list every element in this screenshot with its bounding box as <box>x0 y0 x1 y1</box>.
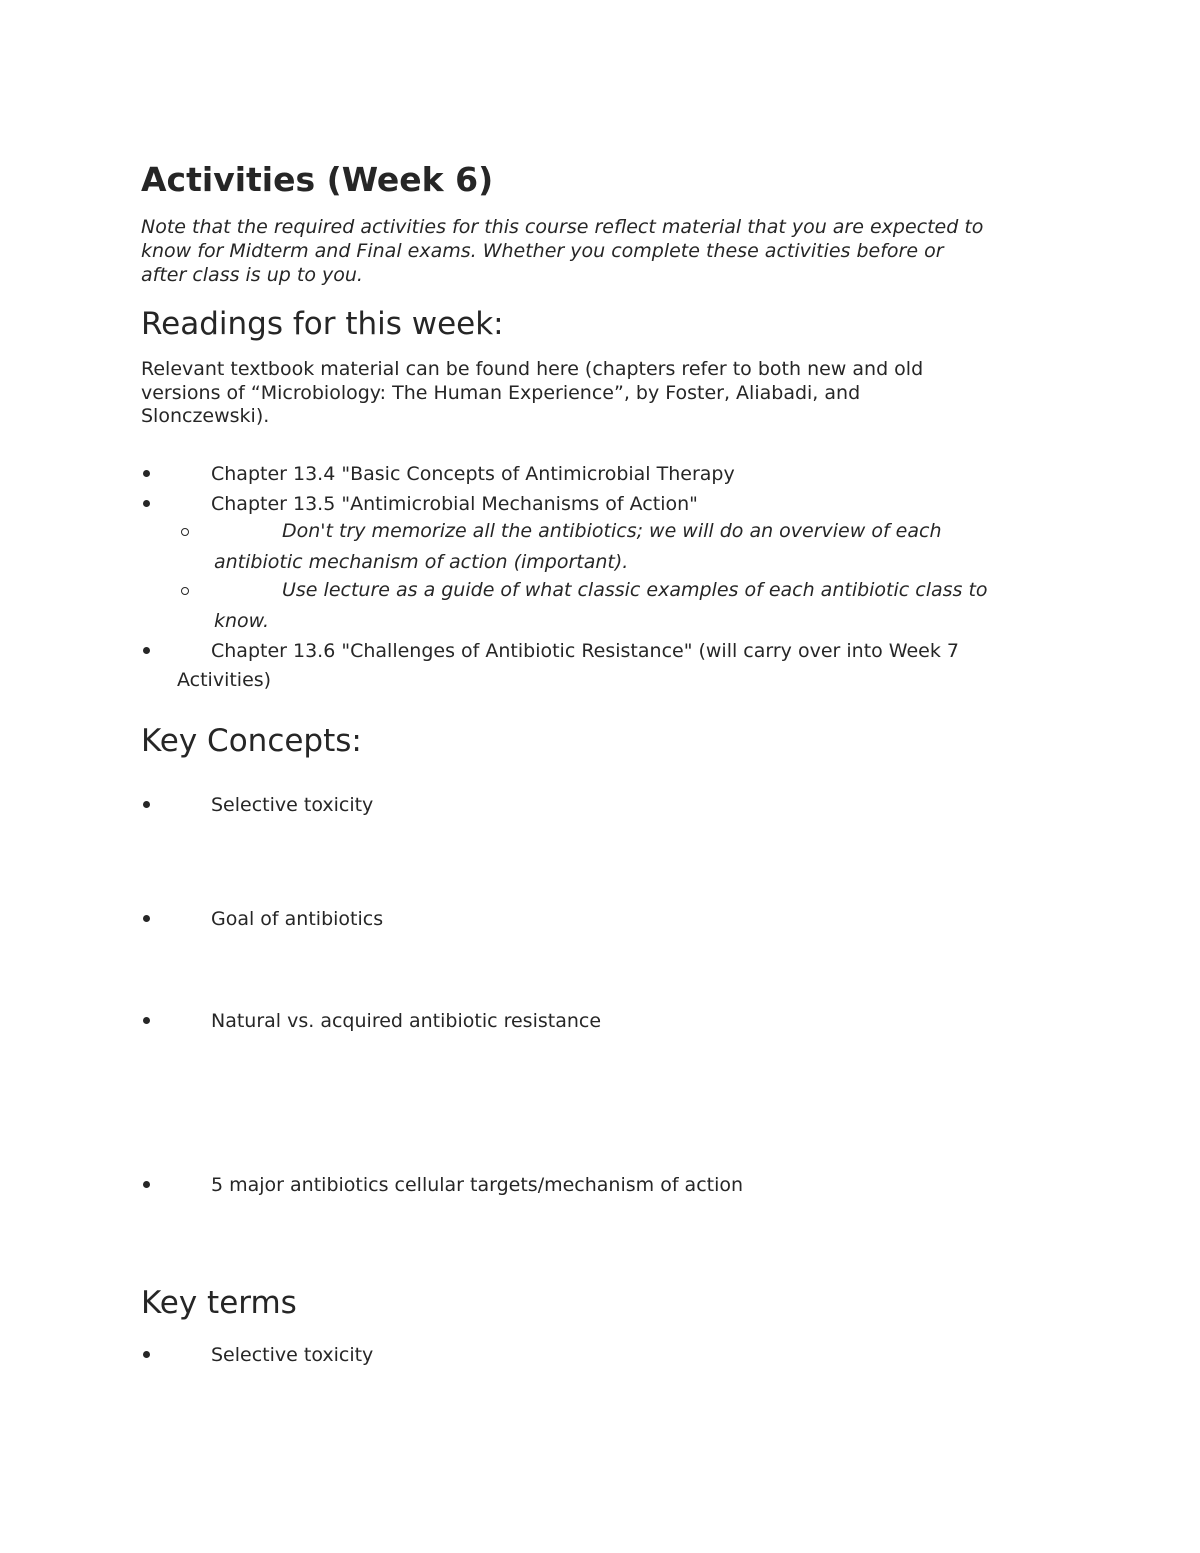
key-concepts-heading: Key Concepts: <box>141 723 362 759</box>
intro-note <box>141 215 983 287</box>
intro-line: Note that the required activities for this course reflect material that you are expected to <box>141 216 984 238</box>
bullet-icon <box>143 1351 150 1358</box>
list-item-label: Natural vs. acquired antibiotic resistance <box>211 1010 602 1032</box>
readings-paragraph-line: Slonczewski). <box>141 405 270 427</box>
intro-line: know for Midterm and Final exams. Whether you complete these activities before or <box>141 240 944 262</box>
list-item-label: Chapter 13.5 "Antimicrobial Mechanisms of Action" <box>211 493 698 515</box>
hollow-bullet-icon <box>181 587 189 595</box>
list-item-continuation: Activities) <box>177 669 272 691</box>
list-item-label: 5 major antibiotics cellular targets/mechanism of action <box>211 1174 744 1196</box>
list-item-label: Selective toxicity <box>211 1344 374 1366</box>
list-item-label: Chapter 13.4 "Basic Concepts of Antimicrobial Therapy <box>211 463 735 485</box>
sub-list-item-continuation: antibiotic mechanism of action (important). <box>214 551 629 573</box>
hollow-bullet-icon <box>181 528 189 536</box>
readings-paragraph <box>141 358 923 429</box>
sub-list-item-label: Use lecture as a guide of what classic examples of each antibiotic class to <box>282 579 988 601</box>
bullet-icon <box>143 915 150 922</box>
sub-list-item-label: Don't try memorize all the antibiotics; we will do an overview of each <box>282 520 942 542</box>
bullet-icon <box>143 801 150 808</box>
readings-heading: Readings for this week: <box>141 306 504 342</box>
page-title: Activities (Week 6) <box>141 160 494 199</box>
bullet-icon <box>143 470 150 477</box>
bullet-icon <box>143 1017 150 1024</box>
bullet-icon <box>143 647 150 654</box>
key-terms-heading: Key terms <box>141 1285 297 1321</box>
list-item-label: Selective toxicity <box>211 794 374 816</box>
intro-line: after class is up to you. <box>141 264 363 286</box>
list-item-label: Goal of antibiotics <box>211 908 384 930</box>
readings-paragraph-line: Relevant textbook material can be found here (chapters refer to both new and old <box>141 358 924 380</box>
list-item-label: Chapter 13.6 "Challenges of Antibiotic Resistance" (will carry over into Week 7 <box>211 640 959 662</box>
bullet-icon <box>143 500 150 507</box>
readings-paragraph-line: versions of “Microbiology: The Human Experience”, by Foster, Aliabadi, and <box>141 381 861 404</box>
sub-list-item-continuation: know. <box>214 610 270 632</box>
bullet-icon <box>143 1181 150 1188</box>
